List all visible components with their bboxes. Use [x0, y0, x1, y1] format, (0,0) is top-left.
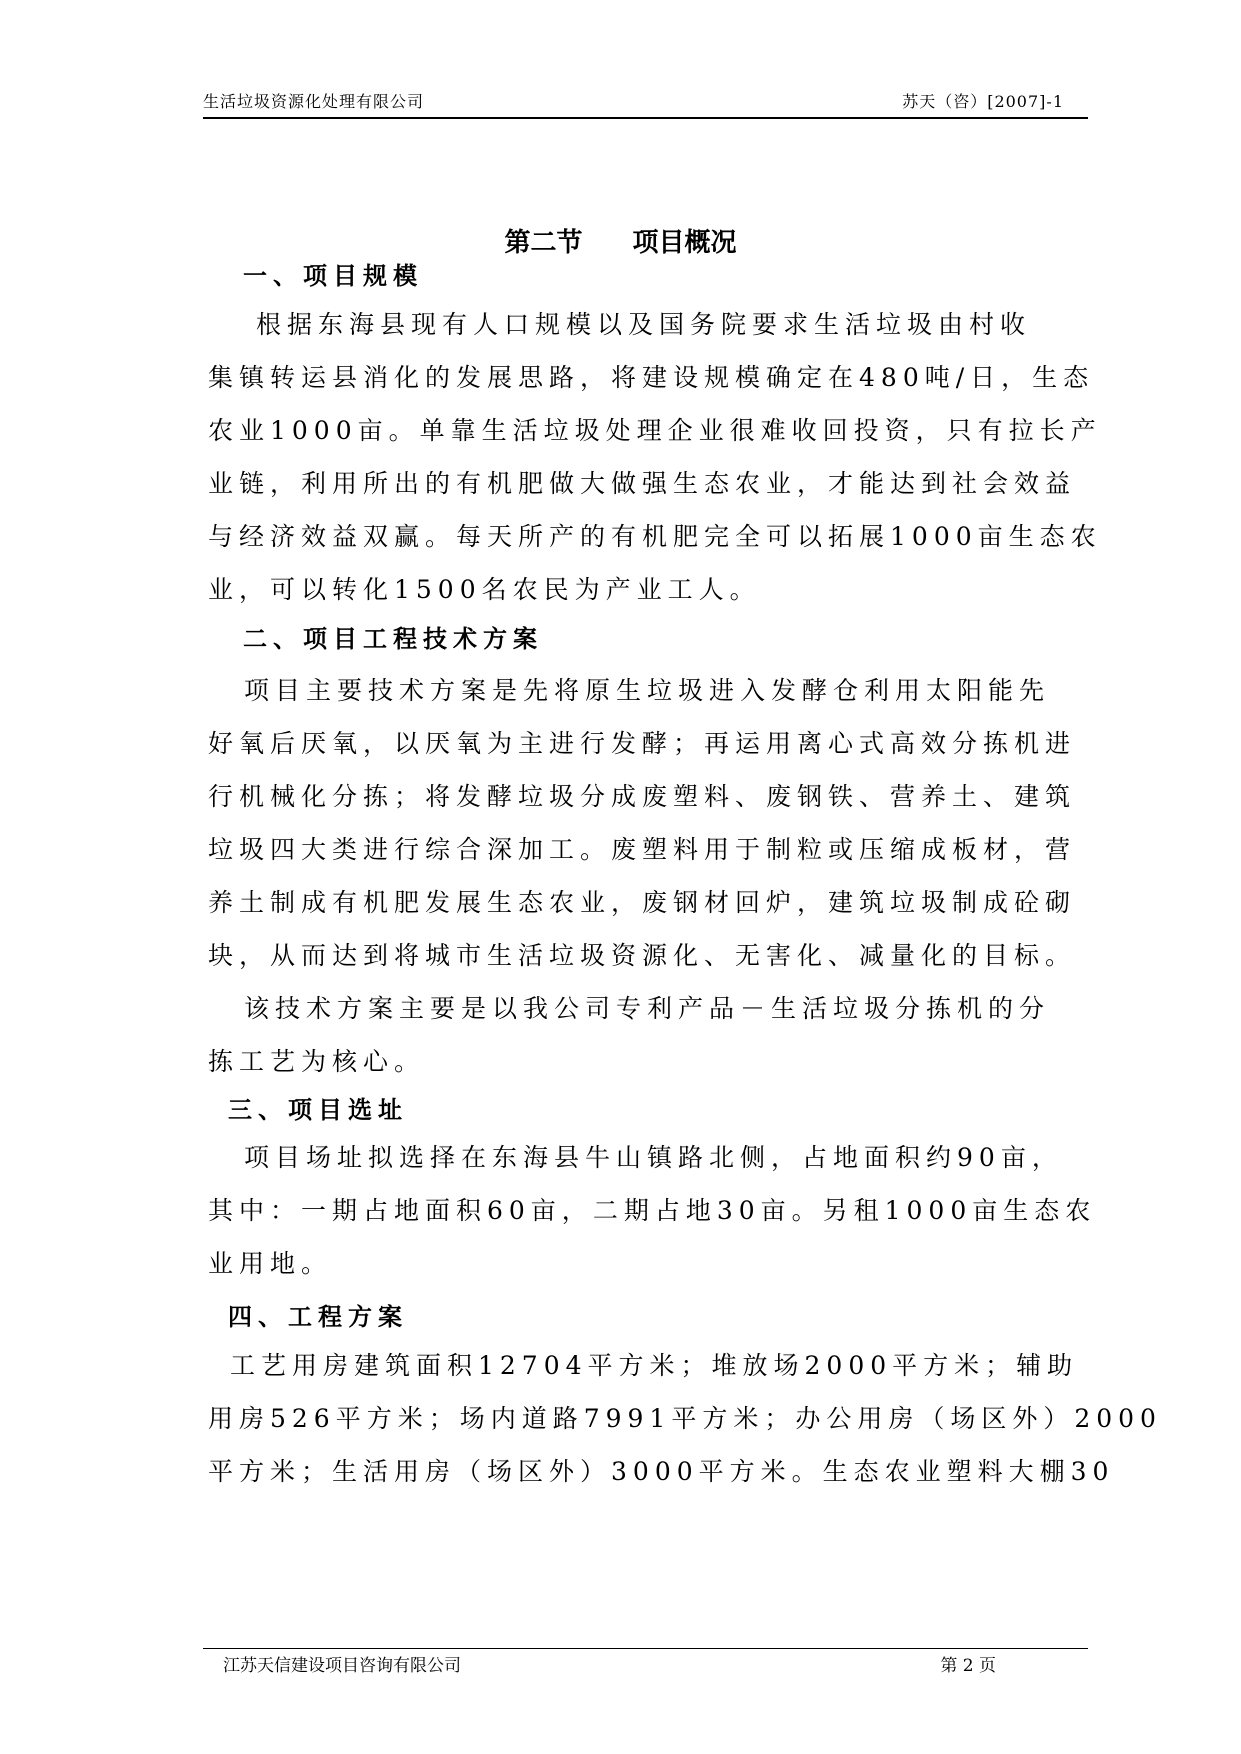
heading-technical-plan: 二、项目工程技术方案	[243, 625, 543, 653]
paragraph-technical-core	[208, 982, 1088, 1088]
header-doc-number: 苏天（咨）[2007]-1	[902, 92, 1064, 111]
text-line: 平方米；生活用房（场区外）3000平方米。生态农业塑料大棚30	[208, 1457, 1115, 1486]
text-line: 集镇转运县消化的发展思路，将建设规模确定在480吨/日，生态	[208, 363, 1095, 392]
text-line: 工艺用房建筑面积12704平方米；堆放场2000平方米；辅助	[230, 1351, 1079, 1380]
text-line: 项目主要技术方案是先将原生垃圾进入发酵仓利用太阳能先	[244, 676, 1051, 705]
text-line: 业，可以转化1500名农民为产业工人。	[208, 575, 761, 604]
text-line: 其中：一期占地面积60亩，二期占地30亩。另租1000亩生态农	[208, 1196, 1097, 1225]
text-line: 根据东海县现有人口规模以及国务院要求生活垃圾由村收	[256, 310, 1032, 339]
paragraph-project-scale	[208, 298, 1102, 616]
text-line: 块，从而达到将城市生活垃圾资源化、无害化、减量化的目标。	[208, 941, 1077, 970]
text-line: 垃圾四大类进行综合深加工。废塑料用于制粒或压缩成板材，营	[208, 835, 1077, 864]
text-line: 养土制成有机肥发展生态农业，废钢材回炉，建筑垃圾制成砼砌	[208, 888, 1077, 917]
text-line: 业链，利用所出的有机肥做大做强生态农业，才能达到社会效益	[208, 469, 1077, 498]
paragraph-site-selection	[208, 1131, 1097, 1290]
section-name: 项目概况	[632, 228, 737, 258]
page-footer	[203, 1648, 1088, 1676]
header-company: 生活垃圾资源化处理有限公司	[203, 92, 425, 111]
text-line: 拣工艺为核心。	[208, 1047, 426, 1076]
page-number: 第 2 页	[940, 1656, 996, 1676]
text-line: 农业1000亩。单靠生活垃圾处理企业很难收回投资，只有拉长产	[208, 416, 1102, 445]
text-line: 与经济效益双赢。每天所产的有机肥完全可以拓展1000亩生态农	[208, 522, 1102, 551]
text-line: 好氧后厌氧，以厌氧为主进行发酵；再运用离心式高效分拣机进	[208, 729, 1077, 758]
heading-project-scale: 一、项目规模	[243, 262, 423, 290]
text-line: 行机械化分拣；将发酵垃圾分成废塑料、废钢铁、营养土、建筑	[208, 782, 1077, 811]
heading-engineering-plan: 四、工程方案	[228, 1303, 408, 1331]
text-line: 项目场址拟选择在东海县牛山镇路北侧，占地面积约90亩，	[244, 1143, 1063, 1172]
section-title	[0, 222, 1241, 259]
footer-company: 江苏天信建设项目咨询有限公司	[223, 1656, 461, 1676]
text-line: 用房526平方米；场内道路7991平方米；办公用房（场区外）2000	[208, 1404, 1162, 1433]
heading-site-selection: 三、项目选址	[228, 1096, 408, 1124]
text-line: 业用地。	[208, 1249, 333, 1278]
paragraph-technical-plan	[208, 664, 1088, 982]
section-number: 第二节	[504, 228, 583, 258]
page-header	[203, 85, 1088, 119]
paragraph-engineering-plan	[208, 1339, 1162, 1498]
text-line: 该技术方案主要是以我公司专利产品－生活垃圾分拣机的分	[244, 994, 1051, 1023]
